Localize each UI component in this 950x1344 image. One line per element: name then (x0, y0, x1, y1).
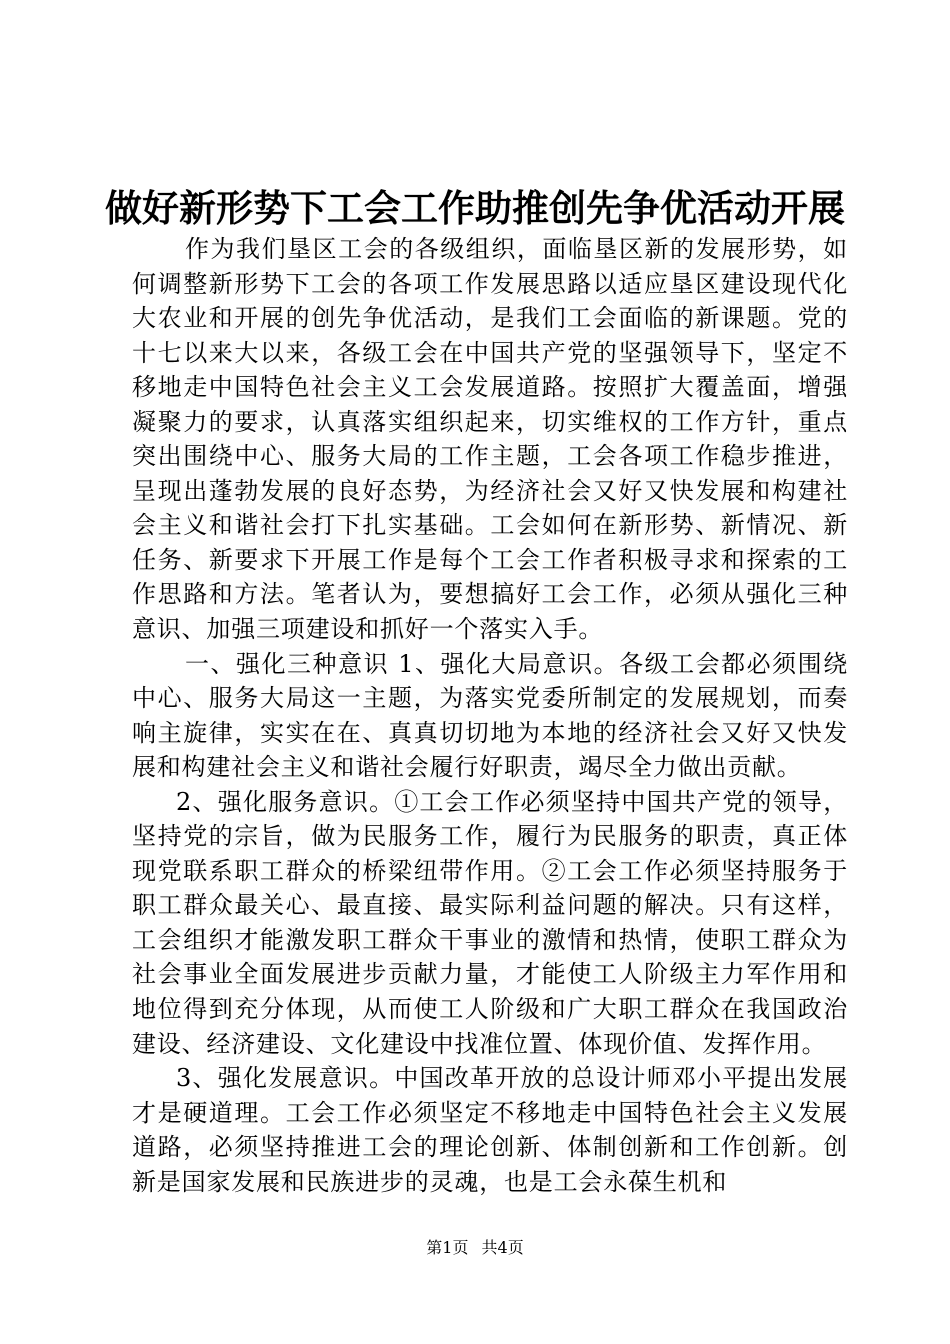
paragraph-service-awareness: 2、强化服务意识。①工会工作必须坚持中国共产党的领导，坚持党的宗旨，做为民服务工作，履行为民服务的职责，真正体现党联系职工群众的桥梁纽带作用。②工会工作必须坚持服务于职工群众最关心、最直接、最实际利益问题的解决。只有这样，工会组织才能激发职工群众干事业的激情和热情，使职工群众为社会事业全面发展进步贡献力量，才能使工人阶级主力军作用和地位得到充分体现，从而使工人阶级和广大职工群众在我国政治建设、经济建设、文化建设中找准位置、体现价值、发挥作用。 (132, 787, 848, 1058)
page-number: 第1页 (426, 1238, 469, 1257)
paragraph-intro: 作为我们垦区工会的各级组织，面临垦区新的发展形势，如何调整新形势下工会的各项工作发展思路以适应垦区建设现代化大农业和开展的创先争优活动，是我们工会面临的新课题。党的十七以来大以来，各级工会在中国共产党的坚强领导下，坚定不移地走中国特色社会主义工会发展道路。按照扩大覆盖面，增强凝聚力的要求，认真落实组织起来，切实维权的工作方针，重点突出围绕中心、服务大局的工作主题，工会各项工作稳步推进，呈现出蓬勃发展的良好态势，为经济社会又好又快发展和构建社会主义和谐社会打下扎实基础。工会如何在新形势、新情况、新任务、新要求下开展工作是每个工会工作者积极寻求和探索的工作思路和方法。笔者认为，要想搞好工会工作，必须从强化三种意识、加强三项建设和抓好一个落实入手。 (132, 235, 848, 644)
document-title: 做好新形势下工会工作助推创先争优活动开展 (105, 186, 845, 230)
document-body (132, 232, 848, 1199)
paragraph-development-awareness: 3、强化发展意识。中国改革开放的总设计师邓小平提出发展才是硬道理。工会工作必须坚定不移地走中国特色社会主义发展道路，必须坚持推进工会的理论创新、体制创新和工作创新。创新是国家发展和民族进步的灵魂，也是工会永葆生机和 (132, 1064, 848, 1196)
paragraph-section-one: 一、强化三种意识 1、强化大局意识。各级工会都必须围绕中心、服务大局这一主题，为落实党委所制定的发展规划，而奏响主旋律，实实在在、真真切切地为本地的经济社会又好又快发展和构建社会主义和谐社会履行好职责，竭尽全力做出贡献。 (132, 649, 848, 782)
page-footer (0, 1237, 950, 1259)
page-total: 共4页 (481, 1238, 524, 1257)
